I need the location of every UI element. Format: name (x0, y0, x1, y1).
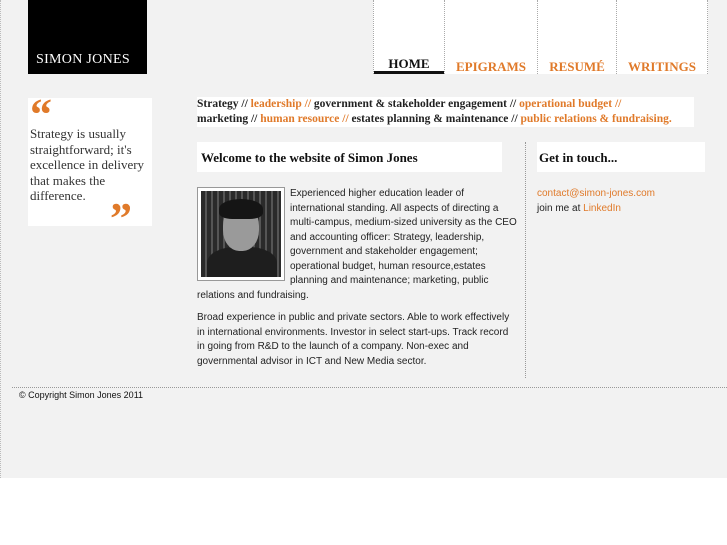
photo-body (207, 247, 277, 277)
photo-hair (219, 199, 263, 219)
quote-text: Strategy is usually straightforward; it's excellence in delivery that makes the difference. (30, 126, 145, 203)
tag-sep: // (238, 98, 251, 110)
tag-human-resource: human resource (260, 113, 340, 125)
tag-sep: // (508, 113, 521, 125)
close-quote-icon: ” (110, 194, 132, 243)
join-text: join me at (537, 202, 584, 214)
tag-sep: // (248, 113, 261, 125)
tag-leadership: leadership (250, 98, 302, 110)
nav-writings-label: WRITINGS (628, 59, 696, 74)
nav-writings[interactable] (616, 0, 708, 74)
site-logo[interactable] (28, 0, 147, 74)
quote-box (28, 90, 152, 243)
nav-resume[interactable] (537, 0, 616, 74)
tag-marketing: marketing (197, 113, 249, 125)
main-nav (373, 0, 708, 74)
tag-sep: // (301, 98, 314, 110)
tag-sep: // (612, 98, 622, 110)
tag-public-relations: public relations & fundraising. (520, 113, 672, 125)
footer-divider (12, 387, 727, 388)
linkedin-link[interactable]: LinkedIn (583, 202, 621, 214)
nav-home[interactable] (373, 0, 444, 74)
tagline (197, 97, 694, 127)
photo-image (201, 191, 281, 277)
nav-resume-label: RESUMÉ (549, 59, 605, 74)
nav-epigrams-label: EPIGRAMS (455, 59, 527, 74)
column-divider (525, 142, 526, 378)
left-dotted-edge (0, 0, 4, 478)
tag-government: government & stakeholder engagement (313, 98, 507, 110)
nav-epigrams[interactable] (444, 0, 537, 74)
tag-estates: estates planning & maintenance (351, 113, 509, 125)
tag-strategy: Strategy (197, 98, 239, 110)
copyright-text: © Copyright Simon Jones 2011 (19, 390, 144, 400)
logo-text: SIMON JONES (36, 52, 130, 67)
bio-paragraph-2: Broad experience in public and private sectors. Able to work effectively in international environments. Investor in select start-ups. Track record in going from R&D to the launch of a company. Non-exec and governmental advisor in ICT and New Media sector. (197, 312, 510, 367)
open-quote-icon: “ (30, 90, 52, 139)
profile-photo (197, 187, 285, 281)
tag-sep: // (339, 113, 352, 125)
contact-section (537, 187, 717, 216)
nav-home-label: HOME (374, 57, 444, 74)
tag-operational-budget: operational budget (519, 98, 613, 110)
contact-heading: Get in touch... (537, 142, 705, 172)
welcome-heading: Welcome to the website of Simon Jones (197, 142, 502, 172)
email-link[interactable]: contact@simon-jones.com (537, 188, 655, 199)
bio-paragraph-1: Experienced higher education leader of international standing. All aspects of directing a multi-campus, medium-sized university as the CEO and accounting officer: Strategy, leadership, government and stakeholder engagement; operational budget, human resource,estates planning and maintenance; marketing, public relations and fundraising. (197, 188, 517, 301)
tag-sep: // (506, 98, 520, 110)
